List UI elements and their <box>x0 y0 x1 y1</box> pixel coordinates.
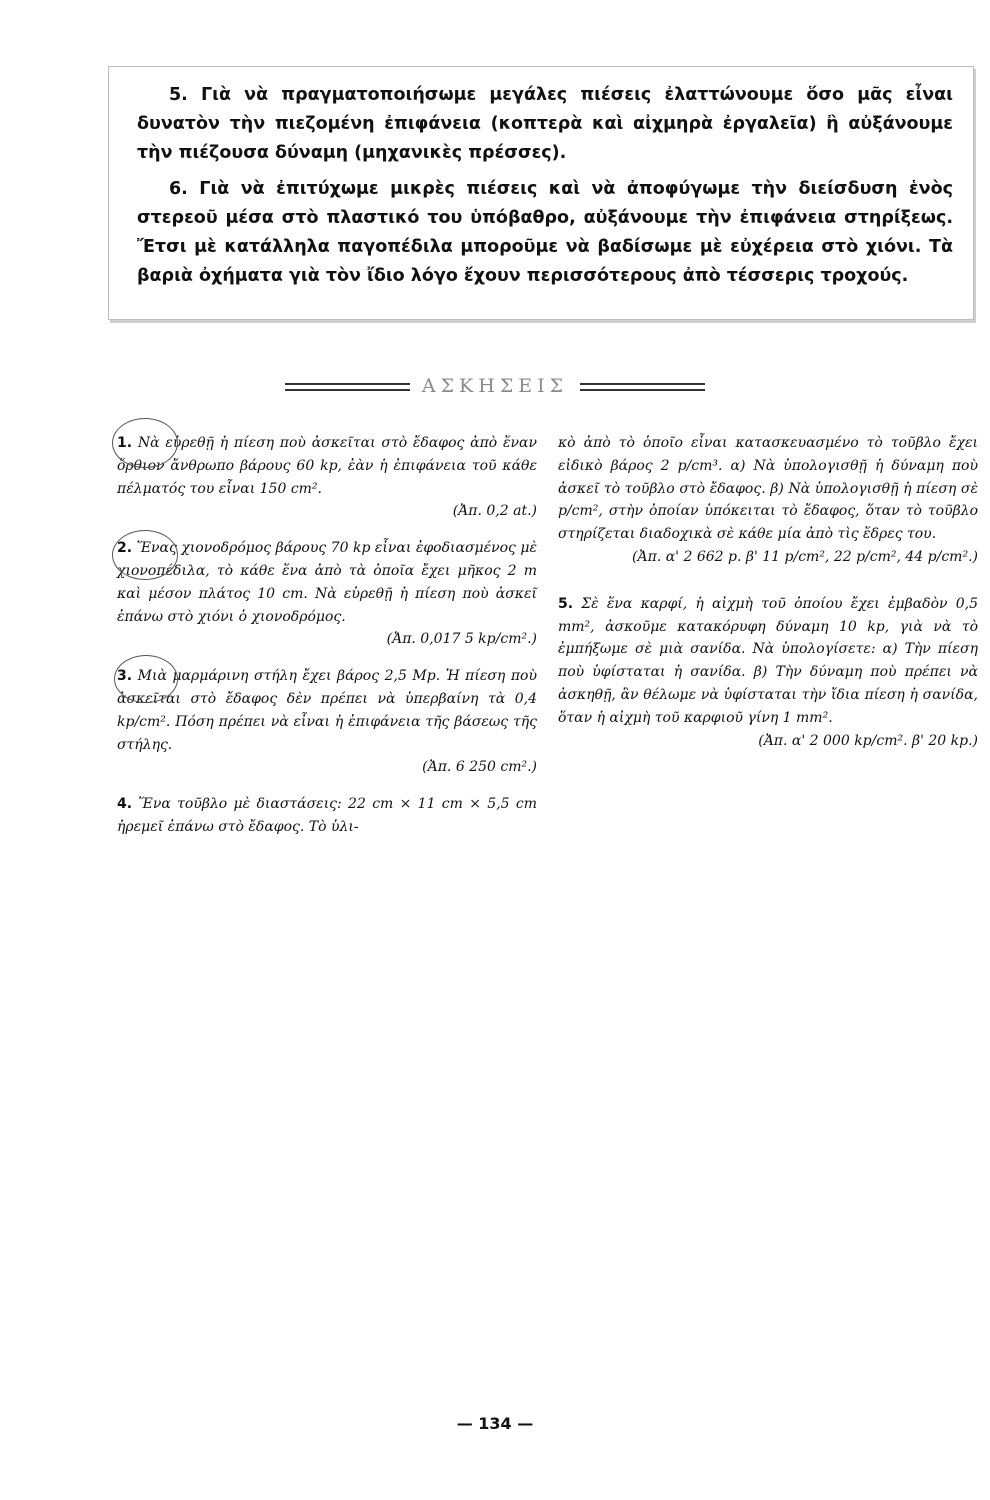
summary-box <box>108 66 974 320</box>
page-number: — 134 — <box>456 1414 534 1433</box>
exercise-5 <box>558 593 978 753</box>
exercise-3 <box>117 665 537 779</box>
exercise-text: Ἕνας χιονοδρόμος βάρους 70 kp εἶναι ἐφοδιασμένος μὲ χιονοπέδιλα, τὸ κάθε ἕνα ἀπὸ τὰ ὁποῖα ἔχει μῆκος 2 m καὶ μέσον πλάτος 10 cm. Νὰ εὑρεθῇ ἡ πίεση ποὺ ἀσκεῖ ἐπάνω στὸ χιόνι ὁ χιονοδρόμος. <box>117 540 537 625</box>
summary-paragraph-5 <box>137 81 953 168</box>
heading-rule-right <box>580 383 705 391</box>
exercise-answer: (Ἀπ. α' 2 662 p. β' 11 p/cm², 22 p/cm², 44 p/cm².) <box>632 548 978 565</box>
exercise-answer: (Ἀπ. 6 250 cm².) <box>422 759 537 776</box>
exercise-text: Μιὰ μαρμάρινη στήλη ἔχει βάρος 2,5 Mp. Ἡ πίεση ποὺ ἀσκεῖται στὸ ἔδαφος δὲν πρέπει νὰ ὑπερβαίνη τὰ 0,4 kp/cm². Πόση πρέπει νὰ εἶναι ἡ ἐπιφάνεια τῆς βάσεως τῆς στήλης. <box>117 668 537 753</box>
paragraph-number: 6. <box>169 179 188 199</box>
summary-paragraph-6 <box>137 175 953 291</box>
exercises-heading <box>0 375 990 397</box>
heading-rule-left <box>285 383 410 391</box>
paragraph-text: Γιὰ νὰ πραγματοποιήσωμε μεγάλες πιέσεις ἐλαττώνουμε ὅσο μᾶς εἶναι δυνατὸν τὴν πιεζομένη ἐπιφάνεια (κοπτερὰ καὶ αἰχμηρὰ ἐργαλεῖα) ἢ αὐξάνουμε τὴν πιέζουσα δύναμη (μηχανικὲς πρέσσες). <box>137 85 953 163</box>
exercise-number: 1. <box>117 435 133 451</box>
exercise-answer: (Ἀπ. α' 2 000 kp/cm². β' 20 kp.) <box>758 732 978 749</box>
exercise-text: κὸ ἀπὸ τὸ ὁποῖο εἶναι κατασκευασμένο τὸ τοῦβλο ἔχει εἰδικὸ βάρος 2 p/cm³. α) Νὰ ὑπολογισθῇ ἡ δύναμη ποὺ ἀσκεῖ τὸ τοῦβλο στὸ ἔδαφος. β) Νὰ ὑπολογισθῇ ἡ πίεση σὲ p/cm², στὴν ὁποίαν ὑπόκειται τὸ ἔδαφος, ὅταν τὸ τοῦβλο στηρίζεται διαδοχικὰ σὲ κάθε μία ἀπὸ τὶς ἕδρες του. <box>558 435 978 543</box>
exercise-number: 5. <box>558 595 574 612</box>
exercise-text: Νὰ εὑρεθῇ ἡ πίεση ποὺ ἀσκεῖται στὸ ἔδαφος ἀπὸ ἕναν ὄρθιον ἄνθρωπο βάρους 60 kp, ἐὰν ἡ ἐπιφάνεια τοῦ κάθε πέλματός του εἶναι 150 cm². <box>117 435 538 497</box>
left-column <box>117 432 537 853</box>
exercise-answer: (Ἀπ. 0,017 5 kp/cm².) <box>386 631 537 648</box>
pen-circle-mark-1 <box>112 418 178 468</box>
paragraph-number: 5. <box>169 85 188 105</box>
exercise-text: Σὲ ἕνα καρφί, ἡ αἰχμὴ τοῦ ὁποίου ἔχει ἐμβαδὸν 0,5 mm², ἀσκοῦμε κατακόρυφη δύναμη 10 kp, γιὰ νὰ τὸ ἐμπήξωμε σὲ μιὰ σανίδα. Νὰ ὑπολογίσετε: α) Τὴν πίεση ποὺ ὑφίσταται ἡ σανίδα. β) Τὴν δύναμη ποὺ πρέπει νὰ ἀσκηθῇ, ἂν θέλωμε νὰ ὑφίσταται τὴν ἴδια πίεση ἡ σανίδα, ὅταν ἡ αἰχμὴ τοῦ καρφιοῦ γίνη 1 mm². <box>558 595 978 726</box>
exercise-number: 3. <box>117 668 133 685</box>
pen-circle-mark-3 <box>114 655 178 703</box>
exercise-4-continued <box>558 432 978 569</box>
exercise-number: 4. <box>117 796 133 813</box>
paragraph-text: Γιὰ νὰ ἐπιτύχωμε μικρὲς πιέσεις καὶ νὰ ἀποφύγωμε τὴν διείσδυση ἑνὸς στερεοῦ μέσα στὸ πλαστικό του ὑπόβαθρο, αὐξάνουμε τὴν ἐπιφάνεια στηρίξεως. Ἔτσι μὲ κατάλληλα παγοπέδιλα μποροῦμε νὰ βαδίσωμε μὲ εὐχέρεια στὸ χιόνι. Τὰ βαριὰ ὀχήματα γιὰ τὸν ἴδιο λόγο ἔχουν περισσότερους ἀπὸ τέσσερις τροχούς. <box>137 179 954 286</box>
exercise-answer: (Ἀπ. 0,2 at.) <box>452 503 537 520</box>
exercise-2 <box>117 537 537 651</box>
exercise-number: 2. <box>117 540 133 557</box>
exercise-1 <box>117 432 537 523</box>
heading-text: ΑΣΚΗΣΕΙΣ <box>421 375 569 397</box>
pen-circle-mark-2 <box>112 530 178 580</box>
exercise-4 <box>117 793 537 839</box>
right-column <box>558 432 978 766</box>
exercise-text: Ἕνα τοῦβλο μὲ διαστάσεις: 22 cm × 11 cm × 5,5 cm ἠρεμεῖ ἐπάνω στὸ ἔδαφος. Τὸ ὑλι- <box>117 796 537 835</box>
